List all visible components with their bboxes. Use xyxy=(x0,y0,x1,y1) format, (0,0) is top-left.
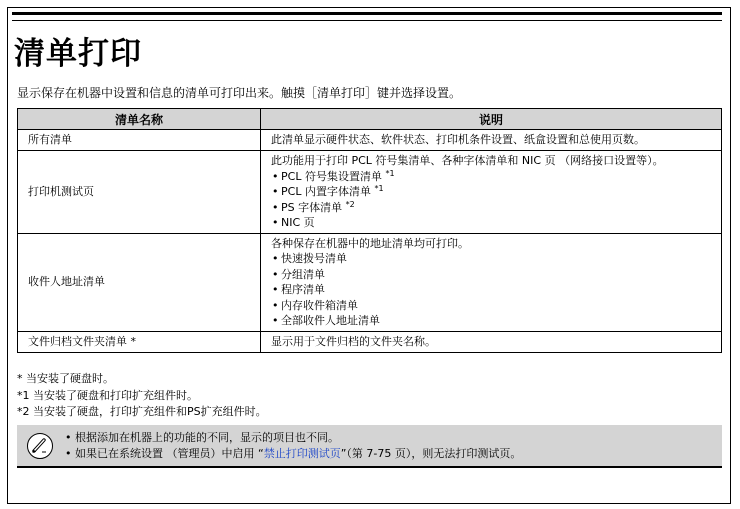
list-desc-text: 此功能用于打印 PCL 符号集清单、各种字体清单和 NIC 页 （网络接口设置等）。 xyxy=(271,154,664,167)
column-header-name: 清单名称 xyxy=(18,109,261,130)
header-rule-thin xyxy=(12,20,722,21)
page-title: 清单打印 xyxy=(14,36,142,72)
list-desc-cell: 显示用于文件归档的文件夹名称。 xyxy=(261,331,722,352)
footnote-ref: *2 xyxy=(345,199,355,209)
bullet-list xyxy=(271,251,711,329)
list-desc-text: 各种保存在机器中的地址清单均可打印。 xyxy=(271,236,469,250)
list-item: • 分组清单 xyxy=(271,267,711,283)
list-item-text: PS 字体清单 xyxy=(281,200,346,214)
note-text: ”（第 7-75 页），则无法打印测试页。 xyxy=(340,447,522,460)
list-item: • 根据添加在机器上的功能的不同，显示的项目也不同。 xyxy=(65,430,521,446)
intro-text: 显示保存在机器中设置和信息的清单可打印出来。触摸［清单打印］键并选择设置。 xyxy=(17,86,462,100)
note-box xyxy=(17,425,722,468)
note-list xyxy=(65,430,521,462)
bullet-list xyxy=(271,169,711,231)
list-item: • 程序清单 xyxy=(271,282,711,298)
table-row xyxy=(18,331,722,352)
list-table xyxy=(17,108,722,353)
list-item xyxy=(271,169,711,185)
footnote-ref: *1 xyxy=(385,168,395,178)
table-header-row xyxy=(18,109,722,130)
disable-test-page-link[interactable]: 禁止打印测试页 xyxy=(263,447,341,460)
footnote: * 当安装了硬盘时。 xyxy=(17,372,114,385)
list-desc-cell xyxy=(261,151,722,234)
note-text: 如果已在系统设置 （管理员）中启用 “ xyxy=(75,447,264,460)
list-desc-cell: 此清单显示硬件状态、软件状态、打印机条件设置、纸盒设置和总使用页数。 xyxy=(261,130,722,151)
list-name-cell: 文件归档文件夹清单 * xyxy=(18,331,261,352)
list-item-text: PCL 符号集设置清单 xyxy=(281,169,386,183)
list-item xyxy=(271,200,711,216)
list-item xyxy=(65,446,521,462)
table-row xyxy=(18,130,722,151)
pencil-note-icon xyxy=(27,433,53,459)
list-item: • 内存收件箱清单 xyxy=(271,298,711,314)
list-desc-cell xyxy=(261,233,722,331)
list-item: • 全部收件人地址清单 xyxy=(271,313,711,329)
list-name-cell: 收件人地址清单 xyxy=(18,233,261,331)
list-name-cell: 所有清单 xyxy=(18,130,261,151)
list-item: • 快速拨号清单 xyxy=(271,251,711,267)
footnote-ref: *1 xyxy=(374,184,384,193)
list-item xyxy=(271,215,711,231)
list-item-text: NIC 页 xyxy=(281,216,315,229)
table-row xyxy=(18,151,722,234)
list-item-text: PCL 内置字体清单 xyxy=(281,185,375,198)
column-header-desc: 说明 xyxy=(261,109,722,130)
list-name-cell: 打印机测试页 xyxy=(18,151,261,234)
footnote: *1 当安装了硬盘和打印扩充组件时。 xyxy=(17,388,198,402)
header-rule-thick xyxy=(12,12,722,15)
table-row xyxy=(18,233,722,331)
footnote: *2 当安装了硬盘，打印扩充组件和PS扩充组件时。 xyxy=(17,405,267,418)
list-item xyxy=(271,184,711,200)
footnotes xyxy=(17,371,267,421)
